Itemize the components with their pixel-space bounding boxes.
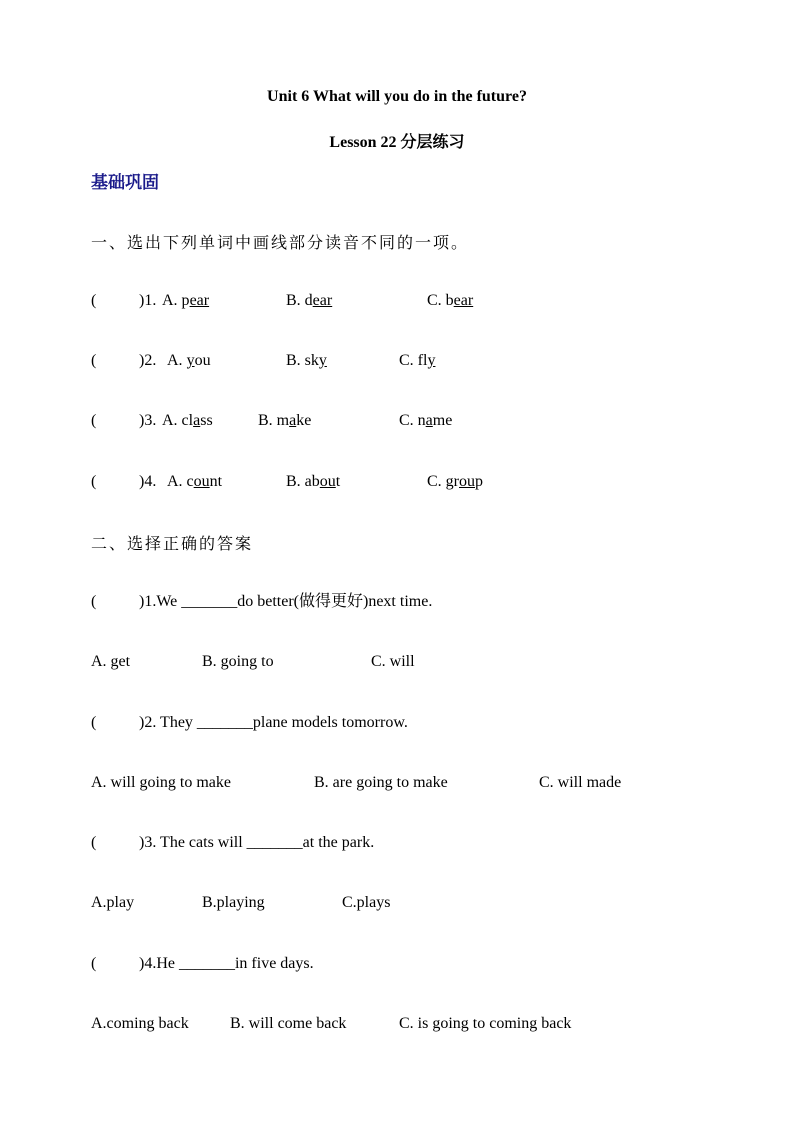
- section-heading: 基础巩固: [91, 173, 159, 192]
- option-a: A.coming back: [91, 1015, 189, 1032]
- answer-paren: (: [91, 292, 97, 309]
- part2-options-3: [91, 892, 711, 914]
- option-a: A.play: [91, 894, 135, 911]
- answer-paren: (: [91, 955, 97, 972]
- option-c: C. is going to coming back: [399, 1015, 572, 1032]
- part2-question-1: [91, 591, 711, 613]
- unit-title: Unit 6 What will you do in the future?: [267, 88, 527, 105]
- option-a: A. class: [162, 412, 213, 429]
- option-c: C. group: [427, 473, 483, 490]
- part2-question-3: [91, 832, 711, 854]
- option-c: C. will: [371, 653, 415, 670]
- option-b: B. going to: [202, 653, 274, 670]
- answer-paren: (: [91, 593, 97, 610]
- question-number: )1.: [139, 292, 157, 309]
- option-a: A. you: [167, 352, 211, 369]
- option-c: C. name: [399, 412, 453, 429]
- answer-paren: (: [91, 473, 97, 490]
- question-stem: )3. The cats will _______at the park.: [139, 834, 375, 851]
- question-stem: )1.We _______do better(做得更好)next time.: [139, 593, 433, 610]
- question-stem: )2. They _______plane models tomorrow.: [139, 714, 408, 731]
- question-number: )2.: [139, 352, 157, 369]
- part2-options-1: [91, 651, 711, 673]
- part1-instruction: 一、选出下列单词中画线部分读音不同的一项。: [91, 233, 470, 252]
- part2-instruction: 二、选择正确的答案: [91, 534, 254, 553]
- question-stem: )4.He _______in five days.: [139, 955, 314, 972]
- option-c: C.plays: [342, 894, 391, 911]
- option-b: B. about: [286, 473, 341, 490]
- option-b: B. will come back: [230, 1015, 347, 1032]
- answer-paren: (: [91, 834, 97, 851]
- option-a: A. pear: [162, 292, 210, 309]
- option-b: B. make: [258, 412, 312, 429]
- option-c: C. bear: [427, 292, 474, 309]
- option-b: B. are going to make: [314, 774, 448, 791]
- option-b: B.playing: [202, 894, 265, 911]
- lesson-title: Lesson 22 分层练习: [329, 134, 465, 151]
- part2-question-2: [91, 712, 711, 734]
- part1-question-1: [91, 290, 711, 312]
- question-number: )3.: [139, 412, 157, 429]
- option-b: B. dear: [286, 292, 333, 309]
- part2-options-4: [91, 1013, 711, 1035]
- answer-paren: (: [91, 352, 97, 369]
- option-c: C. will made: [539, 774, 622, 791]
- option-a: A. get: [91, 653, 131, 670]
- part1-question-2: [91, 350, 711, 372]
- option-a: A. will going to make: [91, 774, 231, 791]
- option-b: B. sky: [286, 352, 327, 369]
- answer-paren: (: [91, 412, 97, 429]
- option-a: A. count: [167, 473, 223, 490]
- part1-question-4: [91, 471, 711, 493]
- part1-question-3: [91, 410, 711, 432]
- answer-paren: (: [91, 714, 97, 731]
- part2-options-2: [91, 772, 711, 794]
- option-c: C. fly: [399, 352, 436, 369]
- question-number: )4.: [139, 473, 157, 490]
- part2-question-4: [91, 953, 711, 975]
